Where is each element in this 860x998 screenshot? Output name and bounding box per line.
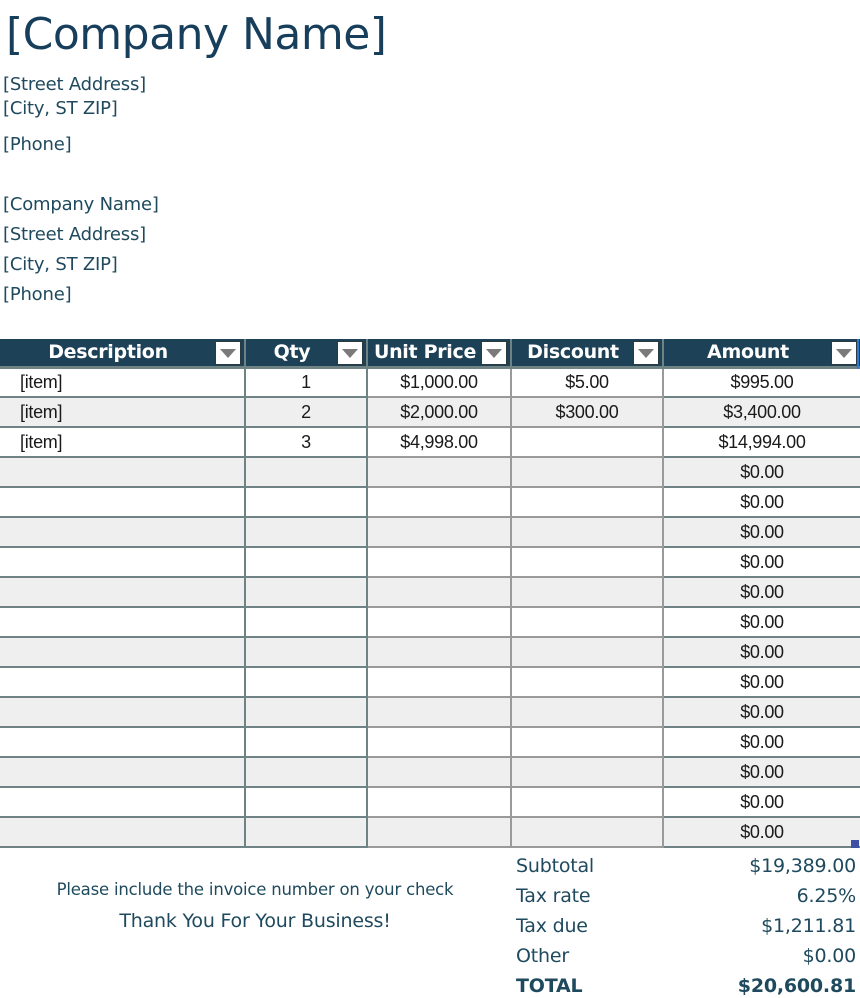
- table-row: [0, 517, 860, 547]
- other-label: Other: [516, 945, 569, 967]
- thank-you-message: Thank You For Your Business!: [119, 910, 391, 932]
- table-row: [0, 817, 860, 847]
- company-name-title: [Company Name]: [6, 9, 387, 60]
- billto-street: [Street Address]: [3, 224, 146, 245]
- table-row: [0, 757, 860, 787]
- cell-qty[interactable]: [245, 517, 367, 547]
- cell-amount[interactable]: $0.00: [663, 577, 860, 607]
- table-row: [0, 727, 860, 757]
- cell-qty[interactable]: [245, 727, 367, 757]
- cell-description[interactable]: [0, 697, 245, 727]
- sender-street: [Street Address]: [3, 74, 146, 95]
- other-value[interactable]: $0.00: [802, 945, 856, 967]
- tax-due-row: [516, 911, 856, 941]
- cell-discount[interactable]: [511, 487, 663, 517]
- cell-qty[interactable]: [245, 787, 367, 817]
- table-header-row: [0, 339, 860, 367]
- cell-qty[interactable]: [245, 607, 367, 637]
- table-row: [0, 577, 860, 607]
- cell-qty[interactable]: 3: [245, 427, 367, 457]
- cell-description[interactable]: [0, 487, 245, 517]
- dropdown-triangle-icon: [638, 349, 654, 358]
- cell-discount[interactable]: [511, 607, 663, 637]
- cell-unit-price[interactable]: $4,998.00: [367, 427, 511, 457]
- subtotal-value[interactable]: $19,389.00: [749, 855, 856, 877]
- table-row: [0, 787, 860, 817]
- cell-discount[interactable]: [511, 637, 663, 667]
- table-row: [0, 667, 860, 697]
- cell-description[interactable]: [item]: [0, 427, 245, 457]
- billto-phone: [Phone]: [3, 284, 72, 305]
- cell-description[interactable]: [0, 667, 245, 697]
- cell-qty[interactable]: [245, 697, 367, 727]
- sender-phone: [Phone]: [3, 134, 72, 155]
- total-label: TOTAL: [516, 975, 583, 997]
- subtotal-row: [516, 851, 856, 881]
- cell-unit-price[interactable]: [367, 607, 511, 637]
- cell-description[interactable]: [0, 637, 245, 667]
- billto-city: [City, ST ZIP]: [3, 254, 118, 275]
- cell-unit-price[interactable]: [367, 457, 511, 487]
- cell-description[interactable]: [item]: [0, 367, 245, 397]
- cell-unit-price[interactable]: [367, 547, 511, 577]
- cell-qty[interactable]: [245, 817, 367, 847]
- column-header-amount: Amount: [663, 339, 860, 367]
- cell-amount[interactable]: $0.00: [663, 697, 860, 727]
- billto-company: [Company Name]: [3, 194, 159, 215]
- cell-amount[interactable]: $0.00: [663, 547, 860, 577]
- cell-unit-price[interactable]: [367, 577, 511, 607]
- table-row: [0, 637, 860, 667]
- cell-discount[interactable]: $5.00: [511, 367, 663, 397]
- cell-discount[interactable]: $300.00: [511, 397, 663, 427]
- selection-edge: [857, 339, 859, 369]
- cell-amount[interactable]: $3,400.00: [663, 397, 860, 427]
- cell-discount[interactable]: [511, 757, 663, 787]
- dropdown-triangle-icon: [486, 349, 502, 358]
- cell-unit-price[interactable]: [367, 667, 511, 697]
- filter-dropdown-unit-price[interactable]: [481, 341, 507, 365]
- table-row: [0, 397, 860, 427]
- other-row: [516, 941, 856, 971]
- tax-rate-value[interactable]: 6.25%: [796, 885, 856, 907]
- invoice-items-table: [0, 339, 860, 848]
- filter-dropdown-amount[interactable]: [831, 341, 857, 365]
- cell-description[interactable]: [0, 787, 245, 817]
- sender-city: [City, ST ZIP]: [3, 98, 118, 119]
- cell-description[interactable]: [0, 727, 245, 757]
- cell-description[interactable]: [0, 757, 245, 787]
- cell-unit-price[interactable]: [367, 727, 511, 757]
- cell-discount[interactable]: [511, 517, 663, 547]
- cell-amount[interactable]: $0.00: [663, 457, 860, 487]
- column-header-qty: Qty: [245, 339, 367, 367]
- tax-due-label: Tax due: [516, 915, 588, 937]
- cell-description[interactable]: [0, 457, 245, 487]
- cell-unit-price[interactable]: $2,000.00: [367, 397, 511, 427]
- tax-rate-row: [516, 881, 856, 911]
- totals-summary: [516, 851, 856, 998]
- cell-qty[interactable]: [245, 637, 367, 667]
- table-resize-handle[interactable]: [851, 840, 859, 848]
- payment-note: Please include the invoice number on your check: [56, 880, 454, 899]
- tax-rate-label: Tax rate: [516, 885, 591, 907]
- cell-discount[interactable]: [511, 817, 663, 847]
- cell-amount[interactable]: $0.00: [663, 517, 860, 547]
- dropdown-triangle-icon: [220, 349, 236, 358]
- table-row: [0, 487, 860, 517]
- cell-amount[interactable]: $0.00: [663, 787, 860, 817]
- table-row: [0, 367, 860, 397]
- cell-qty[interactable]: [245, 457, 367, 487]
- cell-description[interactable]: [item]: [0, 397, 245, 427]
- cell-unit-price[interactable]: [367, 787, 511, 817]
- table-row: [0, 457, 860, 487]
- filter-dropdown-discount[interactable]: [633, 341, 659, 365]
- cell-amount[interactable]: $0.00: [663, 727, 860, 757]
- cell-unit-price[interactable]: [367, 757, 511, 787]
- cell-qty[interactable]: [245, 667, 367, 697]
- cell-amount[interactable]: $0.00: [663, 757, 860, 787]
- cell-description[interactable]: [0, 547, 245, 577]
- cell-amount[interactable]: $0.00: [663, 667, 860, 697]
- cell-qty[interactable]: [245, 757, 367, 787]
- table-row: [0, 607, 860, 637]
- table-row: [0, 697, 860, 727]
- column-header-description: Description: [0, 339, 245, 367]
- subtotal-label: Subtotal: [516, 855, 595, 877]
- table-row: [0, 547, 860, 577]
- cell-discount[interactable]: [511, 727, 663, 757]
- total-row: [516, 971, 856, 998]
- cell-amount[interactable]: $0.00: [663, 607, 860, 637]
- dropdown-triangle-icon: [836, 349, 852, 358]
- cell-unit-price[interactable]: [367, 517, 511, 547]
- cell-unit-price[interactable]: $1,000.00: [367, 367, 511, 397]
- filter-dropdown-qty[interactable]: [337, 341, 363, 365]
- cell-discount[interactable]: [511, 787, 663, 817]
- cell-description[interactable]: [0, 817, 245, 847]
- tax-due-value[interactable]: $1,211.81: [761, 915, 856, 937]
- cell-discount[interactable]: [511, 457, 663, 487]
- cell-discount[interactable]: [511, 667, 663, 697]
- cell-discount[interactable]: [511, 697, 663, 727]
- cell-unit-price[interactable]: [367, 817, 511, 847]
- cell-amount[interactable]: $0.00: [663, 817, 860, 847]
- column-header-unit-price: Unit Price: [367, 339, 511, 367]
- cell-unit-price[interactable]: [367, 487, 511, 517]
- cell-description[interactable]: [0, 607, 245, 637]
- cell-qty[interactable]: [245, 577, 367, 607]
- total-value[interactable]: $20,600.81: [737, 975, 856, 997]
- cell-unit-price[interactable]: [367, 697, 511, 727]
- cell-qty[interactable]: [245, 487, 367, 517]
- column-header-discount: Discount: [511, 339, 663, 367]
- cell-qty[interactable]: [245, 547, 367, 577]
- cell-amount[interactable]: $995.00: [663, 367, 860, 397]
- cell-discount[interactable]: [511, 427, 663, 457]
- cell-discount[interactable]: [511, 577, 663, 607]
- cell-amount[interactable]: $14,994.00: [663, 427, 860, 457]
- cell-amount[interactable]: $0.00: [663, 637, 860, 667]
- dropdown-triangle-icon: [342, 349, 358, 358]
- cell-qty[interactable]: 1: [245, 367, 367, 397]
- cell-description[interactable]: [0, 577, 245, 607]
- cell-description[interactable]: [0, 517, 245, 547]
- filter-dropdown-description[interactable]: [215, 341, 241, 365]
- cell-qty[interactable]: 2: [245, 397, 367, 427]
- table-row: [0, 427, 860, 457]
- cell-amount[interactable]: $0.00: [663, 487, 860, 517]
- cell-discount[interactable]: [511, 547, 663, 577]
- cell-unit-price[interactable]: [367, 637, 511, 667]
